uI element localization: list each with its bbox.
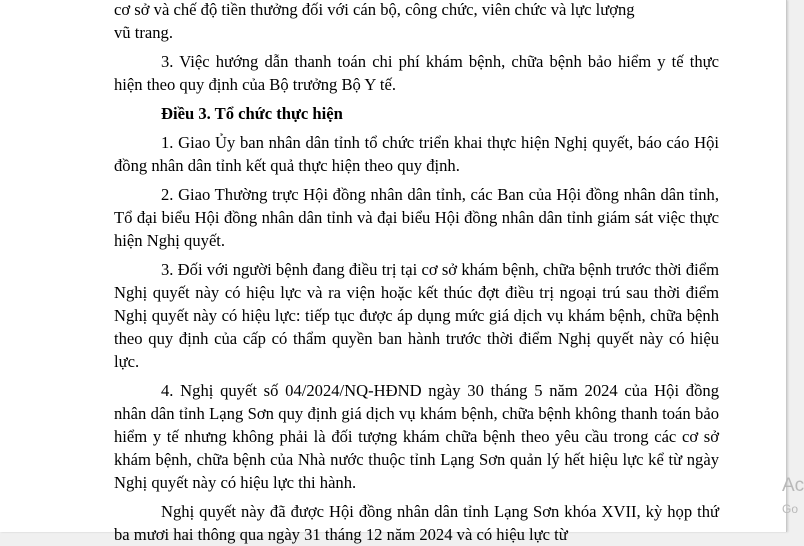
article3-heading: Điều 3. Tổ chức thực hiện [161,104,343,123]
activate-windows-watermark [782,476,804,515]
article3-item-3: 3. Đối với người bệnh đang điều trị tại cơ sở khám bệnh, chữa bệnh trước thời điểm Nghị quyết này có hiệu lực và ra viện hoặc kết thúc đợt điều trị ngoại trú sau thời điểm Nghị quyết này có hiệu lực: tiếp tục được áp dụng mức giá dịch vụ khám bệnh, chữa bệnh theo quy định của cấp có thẩm quyền ban hành trước thời điểm Nghị quyết này có hiệu lực. [114,260,719,371]
closing-paragraph: Nghị quyết này đã được Hội đồng nhân dân tỉnh Lạng Sơn khóa XVII, kỳ họp thứ ba mươi hai thông qua ngày 31 tháng 12 năm 2024 và có hiệu lực từ [114,502,719,544]
watermark-line-1: Ac [782,475,804,496]
article2-item-3: 3. Việc hướng dẫn thanh toán chi phí khám bệnh, chữa bệnh bảo hiểm y tế thực hiện theo quy định của Bộ trưởng Bộ Y tế. [114,52,719,94]
article3-item-2: 2. Giao Thường trực Hội đồng nhân dân tỉnh, các Ban của Hội đồng nhân dân tỉnh, Tổ đại biểu Hội đồng nhân dân tỉnh và đại biểu Hội đồng nhân dân tỉnh giám sát việc thực hiện Nghị quyết. [114,185,719,250]
paragraph-continuation: cơ sở và chế độ tiền thưởng đối với cán bộ, công chức, viên chức và lực lượng [114,0,635,19]
watermark-line-2: Go [782,502,799,516]
article3-item-4: 4. Nghị quyết số 04/2024/NQ-HĐND ngày 30 tháng 5 năm 2024 của Hội đồng nhân dân tỉnh Lạng Sơn quy định giá dịch vụ khám bệnh, chữa bệnh không thanh toán bảo hiểm y tế nhưng không phải là đối tượng khám chữa bệnh theo yêu cầu trong các cơ sở khám bệnh, chữa bệnh của Nhà nước thuộc tỉnh Lạng Sơn quản lý hết hiệu lực kể từ ngày Nghị quyết này có hiệu lực thi hành. [114,381,719,492]
paragraph-continuation-end: vũ trang. [114,23,173,42]
document-body [114,0,719,546]
article3-item-1: 1. Giao Ủy ban nhân dân tỉnh tổ chức triển khai thực hiện Nghị quyết, báo cáo Hội đồng nhân dân tỉnh kết quả thực hiện theo quy định. [114,133,719,175]
